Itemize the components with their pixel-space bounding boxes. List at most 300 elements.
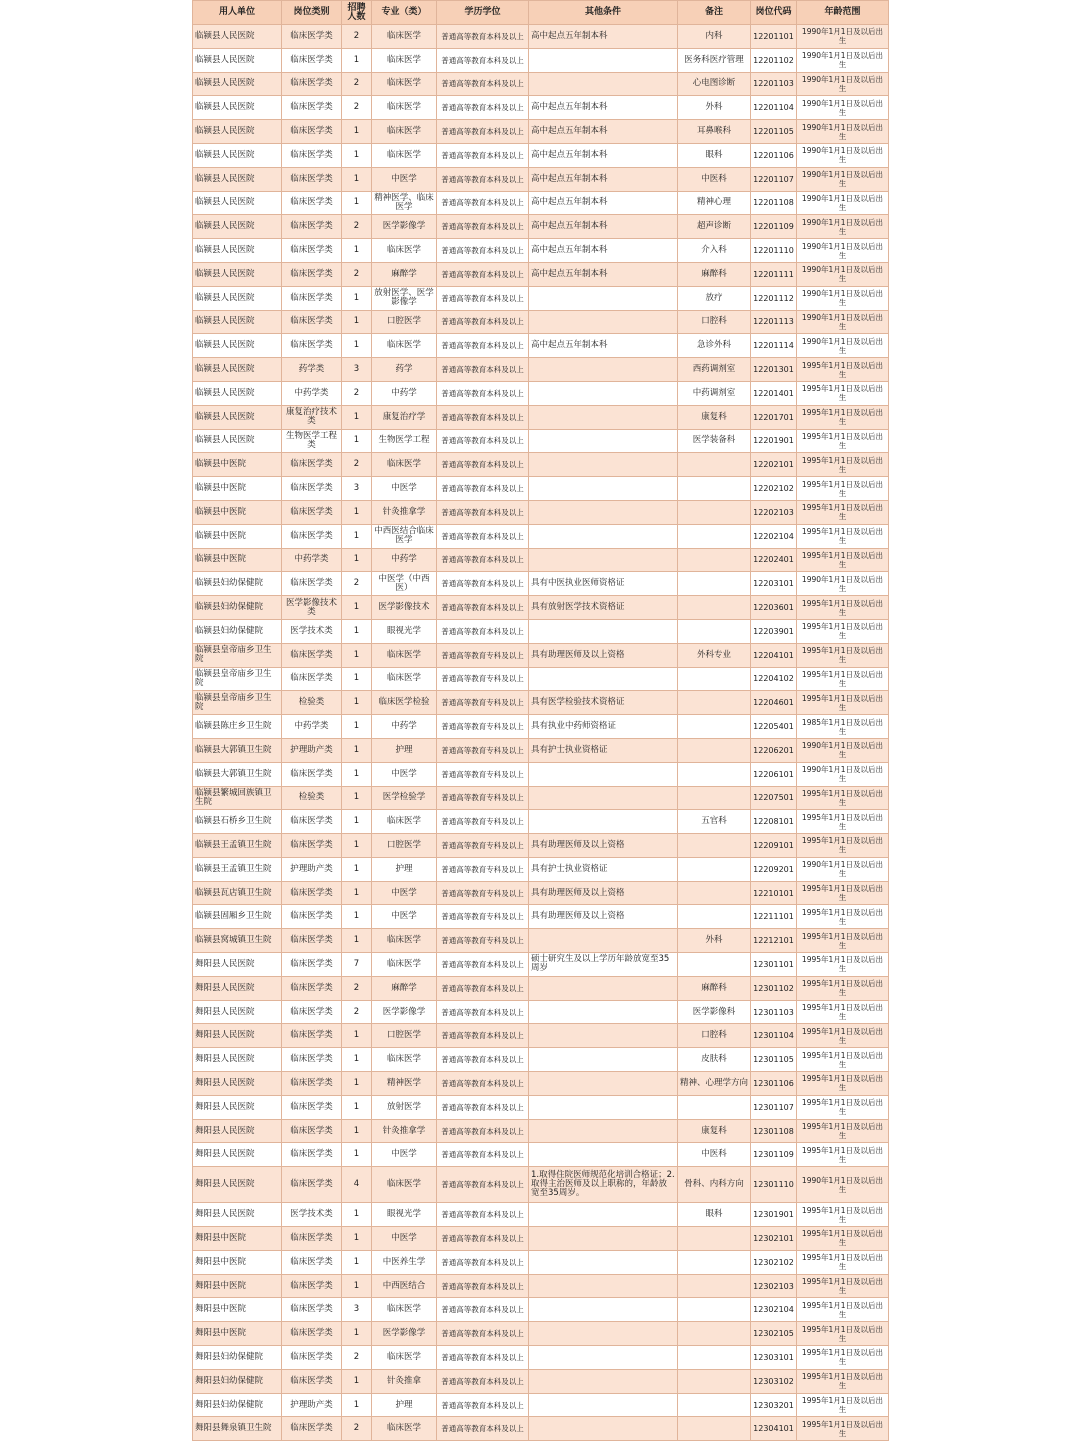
notes-cell: 口腔科	[678, 1024, 751, 1048]
count-cell: 1	[342, 191, 372, 215]
category-cell: 临床医学类	[282, 834, 342, 858]
conditions-cell	[529, 310, 678, 334]
table-row	[193, 500, 889, 524]
education-cell: 普通高等教育本科及以上	[437, 953, 529, 977]
unit-cell: 临颍县石桥乡卫生院	[193, 810, 282, 834]
count-cell: 2	[342, 453, 372, 477]
education-cell: 普通高等教育本科及以上	[437, 358, 529, 382]
header-conditions: 其他条件	[529, 1, 678, 25]
education-cell: 普通高等教育本科及以上	[437, 1346, 529, 1370]
code-cell: 12201701	[751, 405, 797, 429]
code-cell: 12206201	[751, 738, 797, 762]
count-cell: 1	[342, 500, 372, 524]
conditions-cell	[529, 1000, 678, 1024]
notes-cell: 西药调剂室	[678, 358, 751, 382]
education-cell: 普通高等教育本科及以上	[437, 215, 529, 239]
major-cell: 医学影像学	[372, 215, 437, 239]
age-cell: 1995年1月1日及以后出生	[797, 453, 889, 477]
code-cell: 12301101	[751, 953, 797, 977]
header-row	[193, 1, 889, 25]
unit-cell: 临颍县人民医院	[193, 48, 282, 72]
age-cell: 1990年1月1日及以后出生	[797, 191, 889, 215]
notes-cell	[678, 786, 751, 810]
category-cell: 检验类	[282, 786, 342, 810]
count-cell: 3	[342, 1298, 372, 1322]
education-cell: 普通高等教育本科及以上	[437, 1203, 529, 1227]
table-row	[193, 667, 889, 691]
table-row	[193, 72, 889, 96]
conditions-cell: 具有助理医师及以上资格	[529, 881, 678, 905]
count-cell: 1	[342, 1322, 372, 1346]
table-row	[193, 1393, 889, 1417]
count-cell: 1	[342, 810, 372, 834]
education-cell: 普通高等教育专科及以上	[437, 738, 529, 762]
code-cell: 12302101	[751, 1227, 797, 1251]
education-cell: 普通高等教育专科及以上	[437, 786, 529, 810]
count-cell: 1	[342, 429, 372, 453]
notes-cell	[678, 1227, 751, 1251]
conditions-cell	[529, 1227, 678, 1251]
age-cell: 1995年1月1日及以后出生	[797, 1048, 889, 1072]
table-row	[193, 715, 889, 739]
major-cell: 放射医学	[372, 1095, 437, 1119]
category-cell: 临床医学类	[282, 453, 342, 477]
count-cell: 1	[342, 334, 372, 358]
code-cell: 12206101	[751, 762, 797, 786]
code-cell: 12202102	[751, 477, 797, 501]
table-row	[193, 96, 889, 120]
table-row	[193, 48, 889, 72]
age-cell: 1995年1月1日及以后出生	[797, 976, 889, 1000]
conditions-cell	[529, 286, 678, 310]
notes-cell	[678, 1298, 751, 1322]
table-row	[193, 334, 889, 358]
code-cell: 12201301	[751, 358, 797, 382]
table-row	[193, 286, 889, 310]
education-cell: 普通高等教育本科及以上	[437, 1322, 529, 1346]
code-cell: 12201109	[751, 215, 797, 239]
category-cell: 临床医学类	[282, 143, 342, 167]
count-cell: 1	[342, 834, 372, 858]
conditions-cell	[529, 1143, 678, 1167]
conditions-cell: 具有护士执业资格证	[529, 738, 678, 762]
education-cell: 普通高等教育本科及以上	[437, 1072, 529, 1096]
conditions-cell	[529, 1298, 678, 1322]
count-cell: 1	[342, 905, 372, 929]
unit-cell: 临颍县人民医院	[193, 25, 282, 49]
category-cell: 临床医学类	[282, 1417, 342, 1441]
table-row	[193, 1203, 889, 1227]
major-cell: 眼视光学	[372, 1203, 437, 1227]
count-cell: 1	[342, 286, 372, 310]
unit-cell: 临颍县人民医院	[193, 239, 282, 263]
count-cell: 1	[342, 1274, 372, 1298]
major-cell: 口腔医学	[372, 310, 437, 334]
unit-cell: 舞阳县人民医院	[193, 953, 282, 977]
major-cell: 医学影像学	[372, 1000, 437, 1024]
unit-cell: 舞阳县中医院	[193, 1274, 282, 1298]
age-cell: 1995年1月1日及以后出生	[797, 405, 889, 429]
notes-cell: 口腔科	[678, 310, 751, 334]
table-row	[193, 1417, 889, 1441]
age-cell: 1995年1月1日及以后出生	[797, 1000, 889, 1024]
education-cell: 普通高等教育本科及以上	[437, 976, 529, 1000]
count-cell: 2	[342, 215, 372, 239]
code-cell: 12201101	[751, 25, 797, 49]
conditions-cell	[529, 524, 678, 548]
age-cell: 1995年1月1日及以后出生	[797, 643, 889, 667]
code-cell: 12203101	[751, 572, 797, 596]
code-cell: 12201112	[751, 286, 797, 310]
major-cell: 针灸推拿学	[372, 1119, 437, 1143]
category-cell: 医学技术类	[282, 1203, 342, 1227]
age-cell: 1995年1月1日及以后出生	[797, 1072, 889, 1096]
notes-cell	[678, 738, 751, 762]
age-cell: 1995年1月1日及以后出生	[797, 477, 889, 501]
notes-cell: 医学影像科	[678, 1000, 751, 1024]
category-cell: 临床医学类	[282, 286, 342, 310]
conditions-cell: 具有助理医师及以上资格	[529, 905, 678, 929]
conditions-cell: 具有执业中药师资格证	[529, 715, 678, 739]
category-cell: 临床医学类	[282, 1369, 342, 1393]
category-cell: 中药学类	[282, 381, 342, 405]
count-cell: 1	[342, 1048, 372, 1072]
major-cell: 中药学	[372, 548, 437, 572]
unit-cell: 临颍县妇幼保健院	[193, 619, 282, 643]
table-row	[193, 143, 889, 167]
unit-cell: 舞阳县人民医院	[193, 1119, 282, 1143]
category-cell: 临床医学类	[282, 1024, 342, 1048]
code-cell: 12202401	[751, 548, 797, 572]
age-cell: 1990年1月1日及以后出生	[797, 48, 889, 72]
table-row	[193, 1024, 889, 1048]
count-cell: 1	[342, 48, 372, 72]
code-cell: 12301103	[751, 1000, 797, 1024]
education-cell: 普通高等教育本科及以上	[437, 143, 529, 167]
conditions-cell	[529, 1095, 678, 1119]
count-cell: 2	[342, 381, 372, 405]
education-cell: 普通高等教育本科及以上	[437, 1095, 529, 1119]
conditions-cell	[529, 548, 678, 572]
age-cell: 1990年1月1日及以后出生	[797, 1167, 889, 1203]
age-cell: 1995年1月1日及以后出生	[797, 1346, 889, 1370]
notes-cell: 外科	[678, 96, 751, 120]
notes-cell: 中医科	[678, 167, 751, 191]
table-row	[193, 572, 889, 596]
conditions-cell	[529, 477, 678, 501]
major-cell: 临床医学	[372, 953, 437, 977]
age-cell: 1995年1月1日及以后出生	[797, 905, 889, 929]
education-cell: 普通高等教育本科及以上	[437, 548, 529, 572]
unit-cell: 临颍县皇帝庙乡卫生院	[193, 643, 282, 667]
age-cell: 1990年1月1日及以后出生	[797, 334, 889, 358]
age-cell: 1990年1月1日及以后出生	[797, 310, 889, 334]
category-cell: 药学类	[282, 358, 342, 382]
conditions-cell: 具有助理医师及以上资格	[529, 834, 678, 858]
major-cell: 中西医结合临床医学	[372, 524, 437, 548]
unit-cell: 临颍县人民医院	[193, 429, 282, 453]
count-cell: 1	[342, 1095, 372, 1119]
code-cell: 12201104	[751, 96, 797, 120]
major-cell: 生物医学工程	[372, 429, 437, 453]
conditions-cell: 高中起点五年制本科	[529, 25, 678, 49]
count-cell: 1	[342, 1119, 372, 1143]
notes-cell: 超声诊断	[678, 215, 751, 239]
header-count: 招聘人数	[342, 1, 372, 25]
conditions-cell: 高中起点五年制本科	[529, 262, 678, 286]
table-row	[193, 834, 889, 858]
code-cell: 12204101	[751, 643, 797, 667]
age-cell: 1995年1月1日及以后出生	[797, 1095, 889, 1119]
category-cell: 临床医学类	[282, 1072, 342, 1096]
major-cell: 护理	[372, 738, 437, 762]
notes-cell	[678, 596, 751, 620]
table-row	[193, 1095, 889, 1119]
notes-cell: 放疗	[678, 286, 751, 310]
table-row	[193, 239, 889, 263]
unit-cell: 临颍县皇帝庙乡卫生院	[193, 691, 282, 715]
age-cell: 1995年1月1日及以后出生	[797, 524, 889, 548]
major-cell: 临床医学	[372, 239, 437, 263]
education-cell: 普通高等教育本科及以上	[437, 1119, 529, 1143]
unit-cell: 舞阳县人民医院	[193, 1143, 282, 1167]
unit-cell: 临颍县人民医院	[193, 72, 282, 96]
count-cell: 1	[342, 667, 372, 691]
notes-cell: 外科	[678, 929, 751, 953]
conditions-cell: 高中起点五年制本科	[529, 334, 678, 358]
count-cell: 1	[342, 143, 372, 167]
conditions-cell	[529, 500, 678, 524]
notes-cell	[678, 500, 751, 524]
code-cell: 12301102	[751, 976, 797, 1000]
table-row	[193, 1274, 889, 1298]
education-cell: 普通高等教育专科及以上	[437, 905, 529, 929]
conditions-cell	[529, 1072, 678, 1096]
count-cell: 1	[342, 1227, 372, 1251]
unit-cell: 舞阳县人民医院	[193, 1000, 282, 1024]
code-cell: 12204601	[751, 691, 797, 715]
education-cell: 普通高等教育本科及以上	[437, 310, 529, 334]
count-cell: 1	[342, 691, 372, 715]
unit-cell: 临颍县人民医院	[193, 310, 282, 334]
unit-cell: 舞阳县人民医院	[193, 1203, 282, 1227]
table-row	[193, 191, 889, 215]
conditions-cell	[529, 1274, 678, 1298]
table-row	[193, 929, 889, 953]
age-cell: 1995年1月1日及以后出生	[797, 1203, 889, 1227]
code-cell: 12301109	[751, 1143, 797, 1167]
age-cell: 1995年1月1日及以后出生	[797, 1322, 889, 1346]
unit-cell: 临颍县人民医院	[193, 143, 282, 167]
count-cell: 1	[342, 310, 372, 334]
age-cell: 1995年1月1日及以后出生	[797, 881, 889, 905]
unit-cell: 临颍县繁城回族镇卫生院	[193, 786, 282, 810]
major-cell: 中西医结合	[372, 1274, 437, 1298]
notes-cell	[678, 834, 751, 858]
category-cell: 医学技术类	[282, 619, 342, 643]
notes-cell: 介入科	[678, 239, 751, 263]
conditions-cell	[529, 1024, 678, 1048]
category-cell: 临床医学类	[282, 1048, 342, 1072]
notes-cell: 骨科、内科方向	[678, 1167, 751, 1203]
major-cell: 临床医学	[372, 96, 437, 120]
unit-cell: 临颍县人民医院	[193, 167, 282, 191]
code-cell: 12207501	[751, 786, 797, 810]
conditions-cell: 高中起点五年制本科	[529, 143, 678, 167]
conditions-cell	[529, 1250, 678, 1274]
education-cell: 普通高等教育本科及以上	[437, 500, 529, 524]
notes-cell: 医学装备科	[678, 429, 751, 453]
major-cell: 护理	[372, 1393, 437, 1417]
education-cell: 普通高等教育本科及以上	[437, 191, 529, 215]
count-cell: 2	[342, 96, 372, 120]
major-cell: 医学影像学	[372, 1322, 437, 1346]
education-cell: 普通高等教育本科及以上	[437, 1143, 529, 1167]
age-cell: 1995年1月1日及以后出生	[797, 1274, 889, 1298]
notes-cell	[678, 453, 751, 477]
table-row	[193, 1072, 889, 1096]
notes-cell	[678, 715, 751, 739]
notes-cell: 心电图诊断	[678, 72, 751, 96]
education-cell: 普通高等教育专科及以上	[437, 762, 529, 786]
notes-cell: 精神、心理学方向	[678, 1072, 751, 1096]
category-cell: 临床医学类	[282, 477, 342, 501]
code-cell: 12204102	[751, 667, 797, 691]
count-cell: 1	[342, 524, 372, 548]
table-row	[193, 524, 889, 548]
category-cell: 临床医学类	[282, 1298, 342, 1322]
unit-cell: 临颍县王孟镇卫生院	[193, 834, 282, 858]
code-cell: 12301105	[751, 1048, 797, 1072]
major-cell: 中医学	[372, 881, 437, 905]
age-cell: 1990年1月1日及以后出生	[797, 72, 889, 96]
conditions-cell	[529, 358, 678, 382]
notes-cell: 中医科	[678, 1143, 751, 1167]
category-cell: 临床医学类	[282, 953, 342, 977]
code-cell: 12202103	[751, 500, 797, 524]
code-cell: 12201105	[751, 120, 797, 144]
major-cell: 临床医学	[372, 643, 437, 667]
code-cell: 12202101	[751, 453, 797, 477]
major-cell: 临床医学	[372, 143, 437, 167]
major-cell: 医学检验学	[372, 786, 437, 810]
code-cell: 12302103	[751, 1274, 797, 1298]
age-cell: 1995年1月1日及以后出生	[797, 596, 889, 620]
conditions-cell: 1.取得住院医师规范化培训合格证；2.取得主治医师及以上职称的，年龄放宽至35周岁。	[529, 1167, 678, 1203]
unit-cell: 舞阳县舞泉镇卫生院	[193, 1417, 282, 1441]
education-cell: 普通高等教育本科及以上	[437, 381, 529, 405]
notes-cell	[678, 524, 751, 548]
major-cell: 临床医学	[372, 1048, 437, 1072]
notes-cell	[678, 857, 751, 881]
table-row	[193, 358, 889, 382]
education-cell: 普通高等教育本科及以上	[437, 120, 529, 144]
unit-cell: 临颍县中医院	[193, 548, 282, 572]
code-cell: 12201102	[751, 48, 797, 72]
table-row	[193, 548, 889, 572]
count-cell: 1	[342, 1072, 372, 1096]
count-cell: 1	[342, 881, 372, 905]
code-cell: 12301104	[751, 1024, 797, 1048]
count-cell: 1	[342, 715, 372, 739]
category-cell: 临床医学类	[282, 120, 342, 144]
category-cell: 临床医学类	[282, 762, 342, 786]
category-cell: 临床医学类	[282, 1143, 342, 1167]
education-cell: 普通高等教育专科及以上	[437, 643, 529, 667]
conditions-cell	[529, 619, 678, 643]
age-cell: 1995年1月1日及以后出生	[797, 929, 889, 953]
education-cell: 普通高等教育本科及以上	[437, 1227, 529, 1251]
age-cell: 1990年1月1日及以后出生	[797, 25, 889, 49]
major-cell: 临床医学	[372, 453, 437, 477]
category-cell: 临床医学类	[282, 72, 342, 96]
code-cell: 12303201	[751, 1393, 797, 1417]
count-cell: 3	[342, 477, 372, 501]
table-row	[193, 453, 889, 477]
age-cell: 1995年1月1日及以后出生	[797, 810, 889, 834]
major-cell: 中医学	[372, 1227, 437, 1251]
category-cell: 护理助产类	[282, 857, 342, 881]
notes-cell	[678, 477, 751, 501]
table-row	[193, 786, 889, 810]
table-row	[193, 691, 889, 715]
category-cell: 临床医学类	[282, 239, 342, 263]
table-row	[193, 1119, 889, 1143]
education-cell: 普通高等教育本科及以上	[437, 1167, 529, 1203]
notes-cell	[678, 1250, 751, 1274]
table-row	[193, 643, 889, 667]
category-cell: 生物医学工程类	[282, 429, 342, 453]
major-cell: 精神医学、临床医学	[372, 191, 437, 215]
major-cell: 中药学	[372, 381, 437, 405]
code-cell: 12301901	[751, 1203, 797, 1227]
education-cell: 普通高等教育本科及以上	[437, 48, 529, 72]
table-row	[193, 1298, 889, 1322]
unit-cell: 临颍县窝城镇卫生院	[193, 929, 282, 953]
notes-cell	[678, 881, 751, 905]
conditions-cell: 高中起点五年制本科	[529, 215, 678, 239]
education-cell: 普通高等教育本科及以上	[437, 453, 529, 477]
count-cell: 2	[342, 1000, 372, 1024]
education-cell: 普通高等教育专科及以上	[437, 810, 529, 834]
code-cell: 12212101	[751, 929, 797, 953]
conditions-cell	[529, 1048, 678, 1072]
category-cell: 临床医学类	[282, 1250, 342, 1274]
unit-cell: 临颍县中医院	[193, 453, 282, 477]
education-cell: 普通高等教育专科及以上	[437, 929, 529, 953]
table-row	[193, 167, 889, 191]
age-cell: 1985年1月1日及以后出生	[797, 715, 889, 739]
table-row	[193, 1369, 889, 1393]
table-row	[193, 1322, 889, 1346]
unit-cell: 临颍县陈庄乡卫生院	[193, 715, 282, 739]
education-cell: 普通高等教育本科及以上	[437, 572, 529, 596]
major-cell: 临床医学	[372, 120, 437, 144]
major-cell: 中医学	[372, 762, 437, 786]
notes-cell: 皮肤科	[678, 1048, 751, 1072]
age-cell: 1995年1月1日及以后出生	[797, 1119, 889, 1143]
unit-cell: 临颍县人民医院	[193, 286, 282, 310]
unit-cell: 舞阳县中医院	[193, 1250, 282, 1274]
notes-cell: 康复科	[678, 405, 751, 429]
count-cell: 2	[342, 72, 372, 96]
code-cell: 12301107	[751, 1095, 797, 1119]
age-cell: 1990年1月1日及以后出生	[797, 572, 889, 596]
code-cell: 12201106	[751, 143, 797, 167]
education-cell: 普通高等教育本科及以上	[437, 405, 529, 429]
conditions-cell	[529, 786, 678, 810]
table-row	[193, 381, 889, 405]
